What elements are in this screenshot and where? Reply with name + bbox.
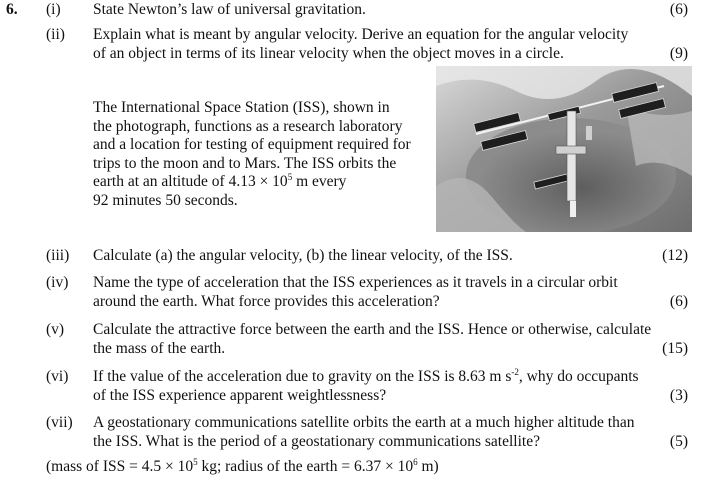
part-label-vii: (vii): [46, 414, 73, 431]
part-text-ii-line1: Explain what is meant by angular velocity. Derive an equation for the angular velocity: [93, 26, 629, 43]
part-text-ii-line2: of an object in terms of its linear velocity when the object moves in a circle.: [93, 45, 564, 62]
part-text-iii: Calculate (a) the angular velocity, (b) the linear velocity, of the ISS.: [93, 247, 513, 264]
part-marks-vii: (5): [669, 433, 688, 450]
part-label-ii: (ii): [46, 26, 65, 43]
iss-line-6: 92 minutes 50 seconds.: [93, 191, 238, 209]
iss-modules: [567, 111, 576, 201]
part-marks-iv: (6): [669, 293, 688, 310]
part-marks-iii: (12): [662, 247, 688, 264]
part-text-v-line2: the mass of the earth.: [93, 340, 226, 357]
part-marks-vi: (3): [669, 387, 688, 404]
iss-node: [556, 146, 586, 154]
part-label-i: (i): [46, 1, 61, 18]
footer-radius-text: kg; radius of the earth = 6.37 × 10: [197, 458, 414, 475]
iss-altitude-exponent: 5: [287, 172, 293, 182]
part-text-vi-line1: [93, 367, 663, 386]
part-text-i: State Newton’s law of universal gravitation.: [93, 1, 366, 18]
part-text-v-line1: Calculate the attractive force between the earth and the ISS. Hence or otherwise, calculate: [93, 321, 652, 338]
part-text-vi-line2: of the ISS experience apparent weightlessness?: [93, 387, 387, 404]
iss-description: [93, 99, 428, 210]
part-text-vii-line1: A geostationary communications satellite orbits the earth at a much higher altitude than: [93, 414, 635, 431]
iss-line-3: and a location for testing of equipment required for: [93, 136, 411, 153]
iss-photograph: [436, 66, 692, 232]
part-text-vii-line2: the ISS. What is the period of a geostationary communications satellite?: [93, 433, 540, 450]
footer-mass-text: (mass of ISS = 4.5 × 10: [46, 458, 194, 475]
footer-mass-exponent: 5: [193, 457, 198, 467]
iss-line-5: [93, 173, 428, 192]
part-marks-ii: (9): [669, 45, 688, 62]
iss-docking: [570, 201, 576, 217]
part-text-vi-exponent: -2: [511, 367, 519, 377]
iss-photo-svg: [436, 66, 692, 232]
part-text-iv-line1: Name the type of acceleration that the ISS experiences as it travels in a circular orbit: [93, 274, 618, 291]
part-text-iv-line2: around the earth. What force provides this acceleration?: [93, 293, 440, 310]
part-label-iv: (iv): [46, 274, 69, 291]
iss-line-2: the photograph, functions as a research laboratory: [93, 117, 403, 135]
part-marks-v: (15): [662, 340, 688, 357]
part-label-vi: (vi): [46, 368, 69, 385]
iss-line-1: The International Space Station (ISS), shown in: [93, 99, 390, 116]
part-label-v: (v): [46, 321, 65, 338]
part-label-iii: (iii): [46, 247, 70, 264]
part-text-vi-suffix: , why do occupants: [518, 368, 639, 385]
footer-unit: m): [417, 458, 439, 475]
given-data-footer: [46, 457, 439, 476]
iss-radiator: [586, 126, 592, 140]
footer-radius-exponent: 6: [413, 457, 418, 467]
iss-altitude-text: earth at an altitude of 4.13 × 10: [93, 173, 288, 190]
iss-line-4: trips to the moon and to Mars. The ISS orbits the: [93, 154, 397, 172]
iss-altitude-unit: m every: [292, 173, 347, 190]
part-text-vi-main: If the value of the acceleration due to gravity on the ISS is 8.63 m s: [93, 368, 512, 385]
part-marks-i: (6): [669, 1, 688, 18]
question-number: 6.: [6, 1, 18, 18]
